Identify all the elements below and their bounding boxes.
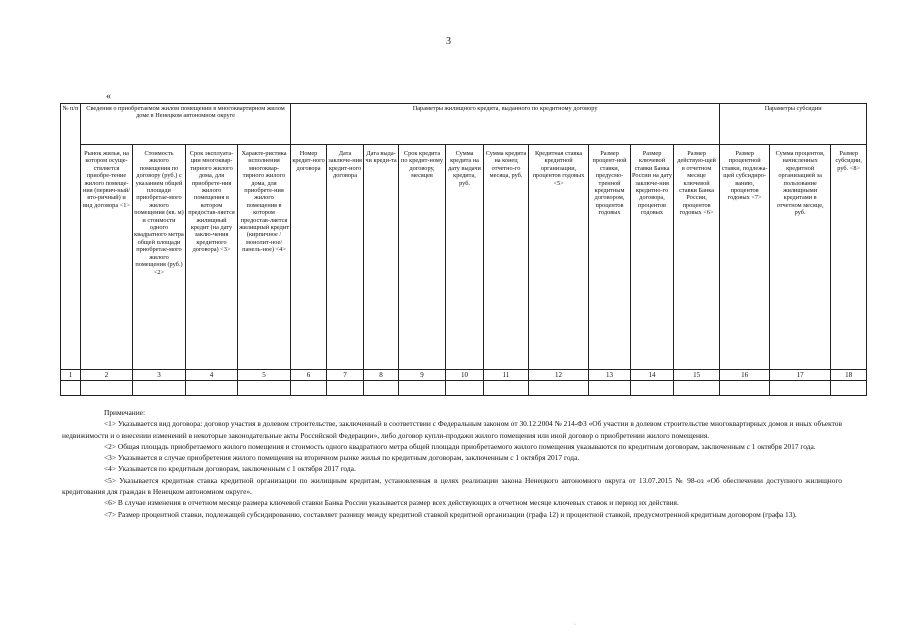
- column-number: 11: [484, 370, 529, 381]
- opening-quote-mark: «: [106, 91, 111, 102]
- col-header-market-type: Рынок жилья, на котором осуще-ствляется приобре-тение жилого помеще-ния (первич-ный/вто-ричный) и вид договора <1>: [81, 145, 133, 370]
- note-2: <2> Общая площадь приобретаемого жилого помещения и стоимость одного квадратного метра общей площади приобретаемого жилого помещения указываются по кредитным договорам, заключенным с 1 октября 2017 года.: [104, 441, 816, 451]
- col-header-building-age: Срок эксплуата-ции многоквар-тирного жилого дома, для приобрете-ния жилого помещения в котором предостав-ляется жилищный кредит (на дату заклю-чения кредитного договора) <3>: [186, 145, 238, 370]
- header-subsidy-params: Параметры субсидии: [720, 104, 867, 145]
- note-6: <6> В случае изменения в отчетном месяце размера ключевой ставки Банка России указывается размер всех действующих в отчетном месяце ключевых ставок и период их действия.: [104, 498, 679, 508]
- col-header-property-cost: Стоимость жилого помещения по договору (руб.) с указанием общей площади приобретае-мого жилого помещения (кв. м) и стоимости одного квадратного метра общей площади приобретае-мого жилого помещения (руб.) <2>: [133, 145, 186, 370]
- col-header-contract-number: Номер кредит-ного договора: [291, 145, 327, 370]
- column-number: 3: [133, 370, 186, 381]
- note-4: <4> Указывается по кредитным договорам, заключенным с 1 октября 2017 года.: [104, 464, 356, 474]
- col-header-bank-rate: Кредитная ставка кредитной организации, процентов годовых <5>: [529, 145, 589, 370]
- column-number: 13: [589, 370, 631, 381]
- column-number: 6: [291, 370, 327, 381]
- column-number: 16: [720, 370, 770, 381]
- empty-cell: [61, 381, 81, 396]
- column-number: 9: [399, 370, 446, 381]
- notes-title: Примечание:: [104, 408, 146, 417]
- column-number: 17: [770, 370, 831, 381]
- empty-cell: [674, 381, 720, 396]
- column-number: 14: [631, 370, 674, 381]
- col-header-subsidy-amount: Размер субсидии, руб. <8>: [831, 145, 867, 370]
- col-header-building-type: Характе-ристика исполнения многоквар-тирного жилого дома, для приобрете-ния жилого помещения в котором предостав-ляется жилищный кредит (кирпичное /монолит-ное/панель-ное) <4>: [238, 145, 291, 370]
- column-number: 12: [529, 370, 589, 381]
- empty-cell: [186, 381, 238, 396]
- column-number: 10: [446, 370, 484, 381]
- col-header-amount-month-end: Сумма кредита на конец отчетно-го месяца, руб.: [484, 145, 529, 370]
- note-3: <3> Указывается в случае приобретения жилого помещения на вторичном рынке жилья по кредитным договорам, заключенным с 1 октября 2017 года.: [104, 453, 580, 463]
- col-header-subsidized-rate: Размер процентной ставки, подлежа-щей субсидиро-ванию, процентов годовых <7>: [720, 145, 770, 370]
- col-header-credit-term: Срок кредита по кредит-ному договору, месяцев: [399, 145, 446, 370]
- empty-cell: [484, 381, 529, 396]
- col-header-amount-issued: Сумма кредита на дату выдачи кредита, руб.: [446, 145, 484, 370]
- empty-cell: [81, 381, 133, 396]
- empty-cell: [631, 381, 674, 396]
- col-header-issue-date: Дата выда-чи креди-та: [364, 145, 399, 370]
- empty-cell: [831, 381, 867, 396]
- empty-cell: [364, 381, 399, 396]
- empty-cell: [327, 381, 364, 396]
- empty-data-row: [61, 381, 867, 396]
- empty-cell: [446, 381, 484, 396]
- column-number: 5: [238, 370, 291, 381]
- col-header-key-rate-contract: Размер ключевой ставки Банка России на дату заключе-ния кредитно-го договора, процентов годовых: [631, 145, 674, 370]
- note-5: <5> Указывается кредитная ставка кредитной организации по жилищным кредитам, установленная в целях реализации закона Ненецкого автономного округа от 13.07.2015 № 98-оз «Об обеспечении доступного жилищного кредитования для граждан в Ненецком автономном округе».: [62, 475, 842, 497]
- empty-cell: [720, 381, 770, 396]
- col-header-contract-rate: Размер процент-ной ставки, предусмо-тренной кредитным договором, процентов годовых: [589, 145, 631, 370]
- col-header-interest-accrued: Сумма процентов, начисленных кредитной организацией за пользование жилищными кредитами в отчетном месяце, руб.: [770, 145, 831, 370]
- page-mark: ·: [574, 622, 576, 628]
- column-number: 8: [364, 370, 399, 381]
- note-1: <1> Указывается вид договора: договор участия в долевом строительстве, заключенный в соответствии с Федеральным законом от 30.12.2004 № 214-ФЗ «Об участии в долевом строительстве многоквартирных домов и иных объектов недвижимости и о внесении изменений в некоторые законодательные акты Российской Федерации», либо договор купли-продажи жилого помещения или иной договор о приобретении жилого помещения.: [62, 419, 842, 440]
- header-credit-params: Параметры жилищного кредита, выданного по кредитному договору: [291, 104, 720, 145]
- column-number: 7: [327, 370, 364, 381]
- empty-cell: [529, 381, 589, 396]
- empty-cell: [238, 381, 291, 396]
- col-header-key-rate-current: Размер действую-щей в отчетном месяце ключевой ставки Банка России, процентов годовых <6>: [674, 145, 720, 370]
- note-7: <7> Размер процентной ставки, подлежащей субсидированию, составляет разницу между кредитной ставкой кредитной организации (графа 12) и процентной ставкой, предусмотренной кредитным договором (графа 13).: [104, 509, 797, 519]
- header-row-number: № п/п: [61, 104, 81, 370]
- header-property-info: Сведения о приобретаемом жилом помещении в многоквартирном жилом доме в Ненецком автономном округе: [81, 104, 291, 145]
- credit-subsidy-table: [60, 103, 867, 396]
- page-number: 3: [446, 36, 451, 47]
- column-number: 1: [61, 370, 81, 381]
- empty-cell: [589, 381, 631, 396]
- empty-cell: [770, 381, 831, 396]
- column-number: 15: [674, 370, 720, 381]
- col-header-contract-date: Дата заключе-ния кредит-ного договора: [327, 145, 364, 370]
- empty-cell: [133, 381, 186, 396]
- empty-cell: [399, 381, 446, 396]
- notes-section: [62, 407, 842, 520]
- column-number: 18: [831, 370, 867, 381]
- column-number: 2: [81, 370, 133, 381]
- column-number: 4: [186, 370, 238, 381]
- empty-cell: [291, 381, 327, 396]
